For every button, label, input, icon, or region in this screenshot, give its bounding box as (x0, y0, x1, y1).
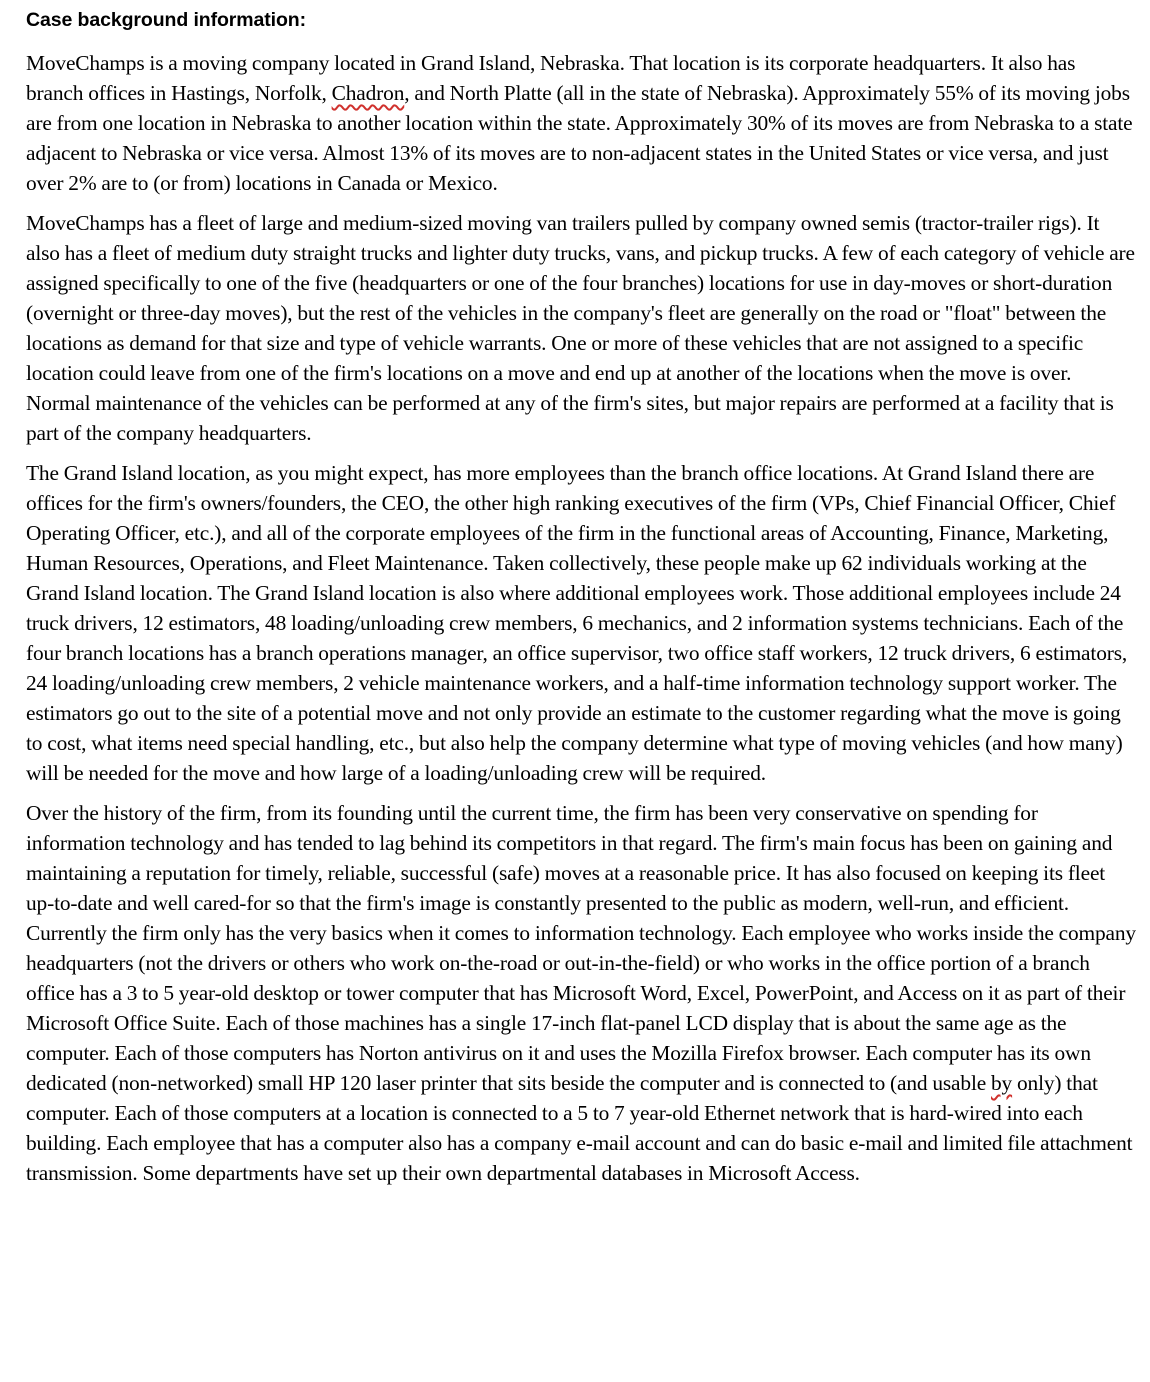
paragraph-text: MoveChamps has a fleet of large and medium-sized moving van trailers pulled by company owned semis (tractor-trailer rigs). It also has a fleet of medium duty straight trucks and lighter duty trucks, vans, and pickup trucks. A few of each category of vehicle are assigned specifically to one of the five (headquarters or one of the four branches) locations for use in day-moves or short-duration (overnight or three-day moves), but the rest of the vehicles in the company's fleet are generally on the road or "float" between the locations as demand for that size and type of vehicle warrants. One or more of these vehicles that are not assigned to a specific location could leave from one of the firm's locations on a move and end up at another of the locations when the move is over. Normal maintenance of the vehicles can be performed at any of the firm's sites, but major repairs are performed at a facility that is part of the company headquarters. (26, 211, 1135, 445)
paragraph-1 (26, 48, 1136, 198)
paragraph-text: only) that computer. Each of those computers at a location is connected to a 5 to 7 year-old Ethernet network that is hard-wired into each building. Each employee that has a computer also has a company e-mail account and can do basic e-mail and limited file attachment transmission. Some departments have set up their own departmental databases in Microsoft Access. (26, 1071, 1133, 1185)
spellcheck-flagged-word: Chadron (331, 81, 405, 105)
document-body (26, 48, 1136, 1188)
paragraph-text: MoveChamps is a moving company located in Grand Island, Nebraska. That location is its corporate headquarters. It also has branch offices in Hastings, Norfolk, (26, 51, 1076, 105)
paragraph-2 (26, 208, 1136, 448)
section-heading: Case background information: (26, 9, 306, 31)
paragraph-text: , and North Platte (all in the state of Nebraska). Approximately 55% of its moving jobs are from one location in Nebraska to another location within the state. Approximately 30% of its moves are from Nebraska to a state adjacent to Nebraska or vice versa. Almost 13% of its moves are to non-adjacent states in the United States or vice versa, and just over 2% are to (or from) locations in Canada or Mexico. (26, 81, 1133, 195)
paragraph-3 (26, 458, 1136, 788)
spellcheck-flagged-word: by (991, 1071, 1013, 1095)
paragraph-4 (26, 798, 1136, 1188)
paragraph-text: Over the history of the firm, from its founding until the current time, the firm has been very conservative on spending for information technology and has tended to lag behind its competitors in that regard. The firm's main focus has been on gaining and maintaining a reputation for timely, reliable, successful (safe) moves at a reasonable price. It has also focused on keeping its fleet up-to-date and well cared-for so that the firm's image is constantly presented to the public as modern, well-run, and efficient. Currently the firm only has the very basics when it comes to information technology. Each employee who works inside the company headquarters (not the drivers or others who work on-the-road or out-in-the-field) or who works in the office portion of a branch office has a 3 to 5 year-old desktop or tower computer that has Microsoft Word, Excel, PowerPoint, and Access on it as part of their Microsoft Office Suite. Each of those machines has a single 17-inch flat-panel LCD display that is about the same age as the computer. Each of those computers has Norton antivirus on it and uses the Mozilla Firefox browser. Each computer has its own dedicated (non-networked) small HP 120 laser printer that sits beside the computer and is connected to (and usable (26, 801, 1136, 1095)
paragraph-text: The Grand Island location, as you might expect, has more employees than the branch office locations. At Grand Island there are offices for the firm's owners/founders, the CEO, the other high ranking executives of the firm (VPs, Chief Financial Officer, Chief Operating Officer, etc.), and all of the corporate employees of the firm in the functional areas of Accounting, Finance, Marketing, Human Resources, Operations, and Fleet Maintenance. Taken collectively, these people make up 62 individuals working at the Grand Island location. The Grand Island location is also where additional employees work. Those additional employees include 24 truck drivers, 12 estimators, 48 loading/unloading crew members, 6 mechanics, and 2 information systems technicians. Each of the four branch locations has a branch operations manager, an office supervisor, two office staff workers, 12 truck drivers, 6 estimators, 24 loading/unloading crew members, 2 vehicle maintenance workers, and a half-time information technology support worker. The estimators go out to the site of a potential move and not only provide an estimate to the customer regarding what the move is going to cost, what items need special handling, etc., but also help the company determine what type of moving vehicles (and how many) will be needed for the move and how large of a loading/unloading crew will be required. (26, 461, 1128, 785)
document (26, 6, 1136, 1198)
